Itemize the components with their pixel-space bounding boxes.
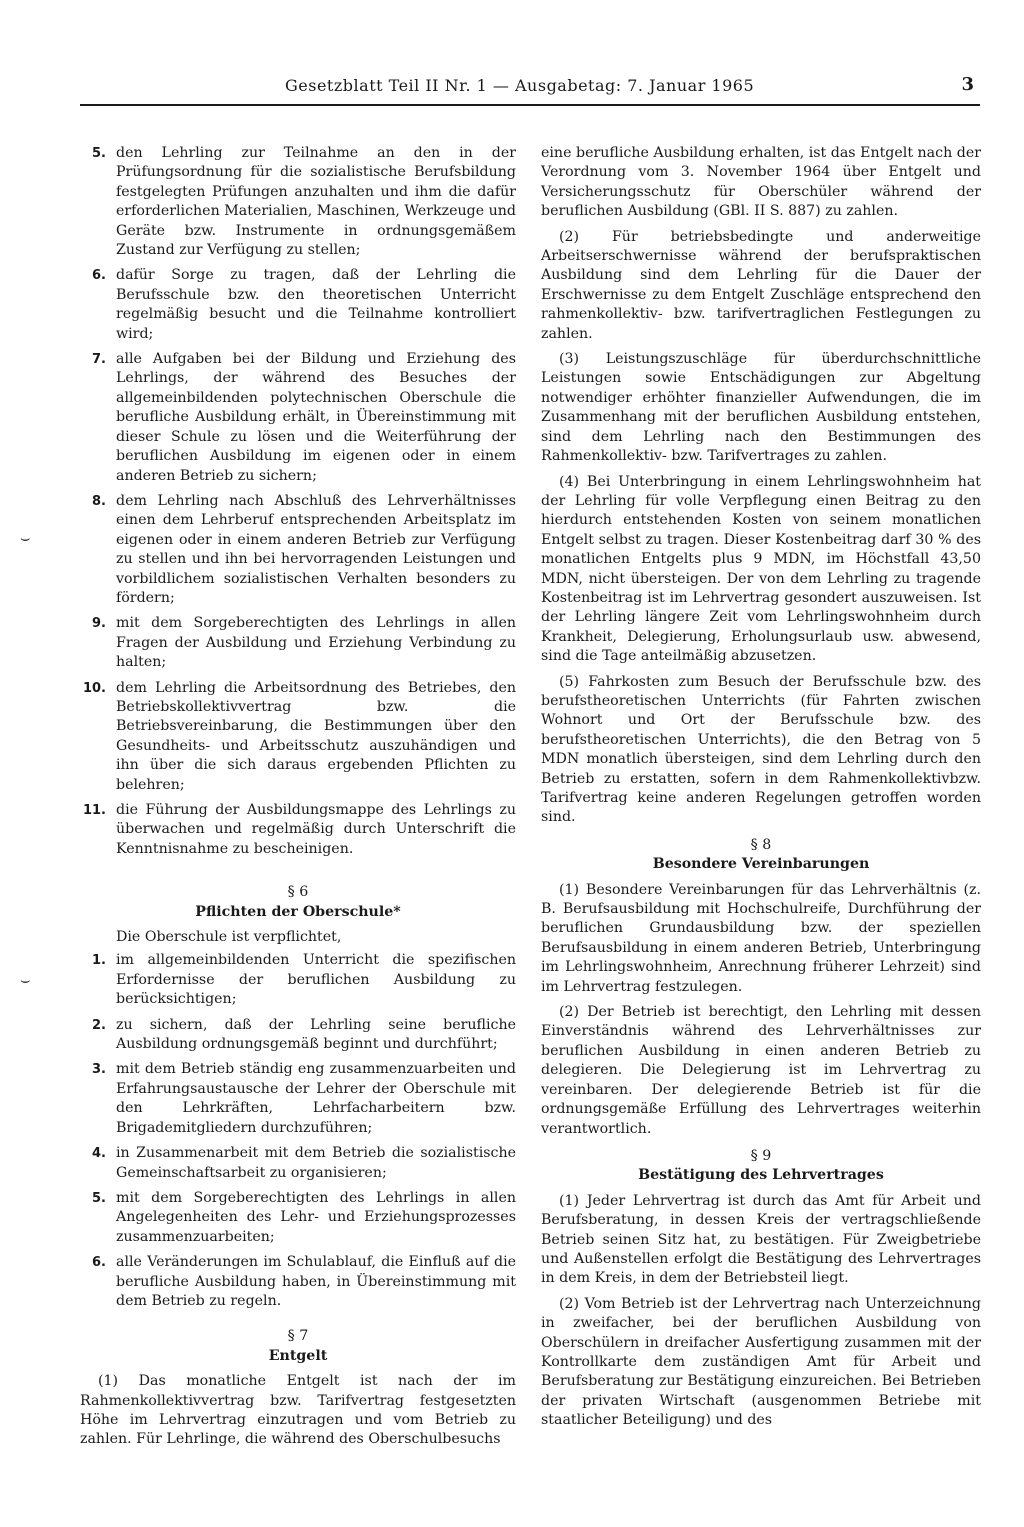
section-7-paragraph-2: (2) Für betriebsbedingte und anderweitige Arbeitserschwernisse während der berufspraktischen Ausbildung sind dem Lehrling für die Dauer der Erschwernisse zu dem Entgelt Zuschläge entsprechend den rahmenkollektiv- bzw. tarifvertraglichen Festlegungen zu zahlen. [541,228,981,342]
item-number: 9. [92,616,106,632]
list-item [80,1253,516,1311]
list-item [80,1016,516,1055]
item-text: mit dem Betrieb ständig eng zusammenzuarbeiten und Erfahrungsaustausche der Lehrer der Oberschule mit den Lehrkräften, Lehrfacharbeitern bzw. Brigademitgliedern durchzuführen; [116,1061,516,1136]
list-item [80,266,516,344]
section-9-paragraph-2: (2) Vom Betrieb ist der Lehrvertrag nach Unterzeichnung in zweifacher, bei der beruflichen Ausbildung von Oberschülern in dreifacher Ausfertigung zusammen mit der Kontrollkarte dem zuständigen Amt für Arbeit und Berufsberatung zur Bestätigung einzureichen. Bei Betrieben der privaten Wirtschaft (ausgenommen Betriebe mit staatlicher Beteiligung) und des [541,1295,981,1429]
section-7-title: Entgelt [268,1347,328,1364]
gazette-title: Gesetzblatt Teil II Nr. 1 — Ausgabetag: 7. Januar 1965 [285,76,755,95]
item-text: dem Lehrling nach Abschluß des Lehrverhältnisses einen dem Lehrberuf entsprechenden Arbeitsplatz im eigenen oder in einem anderen Betrieb zur Verfügung zu stellen und ihn bei hervorragenden Leistungen und vorbildlichem sozialistischen Verhalten besonders zu fördern; [116,492,516,606]
list-item [80,144,516,260]
list-item [80,951,516,1009]
section-8-title: Besondere Vereinbarungen [652,856,870,873]
page-number: 3 [961,74,974,95]
list-item [80,350,516,486]
item-number: 1. [92,953,106,969]
margin-mark: ⌣ [20,970,31,989]
item-number: 2. [92,1017,106,1033]
item-number: 7. [92,352,106,368]
section-8-paragraph-1: (1) Besondere Vereinbarungen für das Lehrverhältnis (z. B. Berufsausbildung mit Hochschulreife, Durchführung der beruflichen Grundausbildung bzw. der speziellen Berufsausbildung in einem anderen Betrieb, Unterbringung im Lehrlingswohnheim, Anrechnung früherer Lehrzeit) sind im Lehrvertrag festzulegen. [541,881,981,995]
list-item [80,1060,516,1138]
section-6-title: Pflichten der Oberschule* [195,903,401,920]
page-header [80,74,980,106]
item-number: 4. [92,1146,106,1162]
list-item [80,679,516,795]
section-7-paragraph-1-continued: eine berufliche Ausbildung erhalten, ist das Entgelt nach der Verordnung vom 3. November 1964 über Entgelt und Versicherungsschutz für Oberschüler während der beruflichen Ausbildung (GBl. II S. 887) zu zahlen. [541,145,981,220]
item-text: mit dem Sorgeberechtigten des Lehrlings in allen Angelegenheiten des Lehr- und Erziehungsprozesses zusammenzuarbeiten; [116,1189,516,1245]
item-number: 11. [82,803,106,818]
item-text: zu sichern, daß der Lehrling seine berufliche Ausbildung ordnungsgemäß beginnt und durchführt; [116,1016,516,1053]
section-9-title: Bestätigung des Lehrvertrages [638,1167,884,1184]
item-text: den Lehrling zur Teilnahme an den in der Prüfungsordnung für die sozialistische Berufsbildung festgelegten Prüfungen anzuhalten und ihm die dafür erforderlichen Materialien, Maschinen, Werkzeuge und Geräte bzw. Instrumente in ordnungsgemäßem Zustand zur Verfügung zu stellen; [116,145,516,259]
section-9-paragraph-1: (1) Jeder Lehrvertrag ist durch das Amt für Arbeit und Berufsberatung, in dessen Kreis der vertragschließende Betrieb seinen Sitz hat, zu bestätigen. Für Zweigbetriebe und Außenstellen erfolgt die Bestätigung des Lehrvertrages in dem Kreis, in dem der Betriebsteil liegt. [541,1192,981,1287]
section-8-paragraph-2: (2) Der Betrieb ist berechtigt, den Lehrling mit dessen Einverständnis während des Lehrverhältnisses zur beruflichen Ausbildung in einen anderen Betrieb zu delegieren. Die Delegierung ist im Lehrvertrag zu vereinbaren. Der delegierende Betrieb ist für die ordnungsgemäße Erfüllung des Lehrvertrages weiterhin verantwortlich. [541,1004,981,1137]
list-item [80,1189,516,1247]
item-number: 8. [92,493,106,509]
item-number: 6. [92,1255,106,1271]
section-7-paragraph-5: (5) Fahrkosten zum Besuch der Berufsschule bzw. des berufstheoretischen Unterrichts (für Fahrten zwischen Wohnort und Ort der Berufsschule bzw. des berufstheoretischen Unterrichts), die den Betrag von 5 MDN monatlich übersteigen, sind dem Lehrling durch den Betrieb zu erstatten, sofern in dem Rahmenkollektivbzw. Tarifvertrag keine anderen Regelungen getroffen worden sind. [541,673,981,826]
section-7-heading: § 7 [287,1328,309,1345]
section-8-heading: § 8 [750,836,772,853]
list-item [80,801,516,859]
section-6-intro: Die Oberschule ist verpflichtet, [116,929,342,946]
section-9-heading: § 9 [750,1147,772,1164]
item-text: mit dem Sorgeberechtigten des Lehrlings in allen Fragen der Ausbildung und Erziehung Verbindung zu halten; [116,615,516,671]
item-text: alle Aufgaben bei der Bildung und Erziehung des Lehrlings, der während des Besuches der allgemeinbildenden polytechnischen Oberschule die berufliche Ausbildung erhält, in Übereinstimmung mit dieser Schule zu lösen und die Weiterführung der beruflichen Ausbildung im eigenen oder in einem anderen Betrieb zu sichern; [116,351,516,484]
item-text: im allgemeinbildenden Unterricht die spezifischen Erfordernisse der beruflichen Ausbildung zu berücksichtigen; [116,952,516,1008]
margin-mark: ⌣ [20,528,31,547]
item-text: in Zusammenarbeit mit dem Betrieb die sozialistische Gemeinschaftsarbeit zu organisieren; [116,1145,516,1181]
item-text: die Führung der Ausbildungsmappe des Lehrlings zu überwachen und regelmäßig durch Unterschrift die Kenntnisnahme zu bescheinigen. [116,802,516,857]
item-number: 5. [92,1190,106,1206]
left-column [80,144,516,1456]
section-7-paragraph-4: (4) Bei Unterbringung in einem Lehrlingswohnheim hat der Lehrling für volle Verpflegung einen Beitrag zu den hierdurch entstehenden Kosten von seinem monatlichen Entgelt selbst zu tragen. Dieser Kostenbeitrag darf 30 % des monatlichen Entgelts plus 9 MDN, im Höchstfall 43,50 MDN, nicht übersteigen. Der von dem Lehrling zu tragende Kostenbeitrag ist im Lehrvertrag gesondert auszuweisen. Ist der Lehrling längere Zeit vom Lehrlingswohnheim durch Krankheit, Delegierung, Erholungsurlaub usw. abwesend, sind die Tage anteilmäßig abzusetzen. [541,473,981,665]
item-number: 6. [92,268,106,284]
section-7-paragraph-1: (1) Das monatliche Entgelt ist nach der im Rahmenkollektivvertrag bzw. Tarifvertrag festgesetzten Höhe im Lehrvertrag einzutragen und vom Betrieb zu zahlen. Für Lehrlinge, die während des Oberschulbesuchs [80,1373,516,1448]
section-7-paragraph-3: (3) Leistungszuschläge für überdurchschnittliche Leistungen sowie Entschädigungen zur Abgeltung notwendiger erhöhter finanzieller Aufwendungen, die im Zusammenhang mit der beruflichen Ausbildung entstehen, sind dem Lehrling nach den Bestimmungen des Rahmenkollektiv- bzw. Tarifvertrages zu zahlen. [541,351,981,465]
item-number: 10. [82,680,106,696]
item-text: dem Lehrling die Arbeitsordnung des Betriebes, den Betriebskollektivvertrag bzw. die Betriebsvereinbarung, die Bestimmungen über den Gesundheits- und Arbeitsschutz auszuhändigen und ihn über die sich daraus ergebenden Pflichten zu belehren; [116,679,516,793]
item-text: alle Veränderungen im Schulablauf, die Einfluß auf die berufliche Ausbildung haben, in Übereinstimmung mit dem Betrieb zu regeln. [116,1254,516,1309]
section-6-heading: § 6 [287,884,309,901]
item-text: dafür Sorge zu tragen, daß der Lehrling die Berufsschule bzw. den theoretischen Unterricht regelmäßig besucht und die Teilnahme kontrolliert wird; [116,267,516,342]
list-item [80,614,516,672]
item-number: 5. [92,146,106,161]
list-item [80,1144,516,1183]
item-number: 3. [92,1062,106,1078]
right-column [541,144,981,1437]
list-item [80,492,516,608]
